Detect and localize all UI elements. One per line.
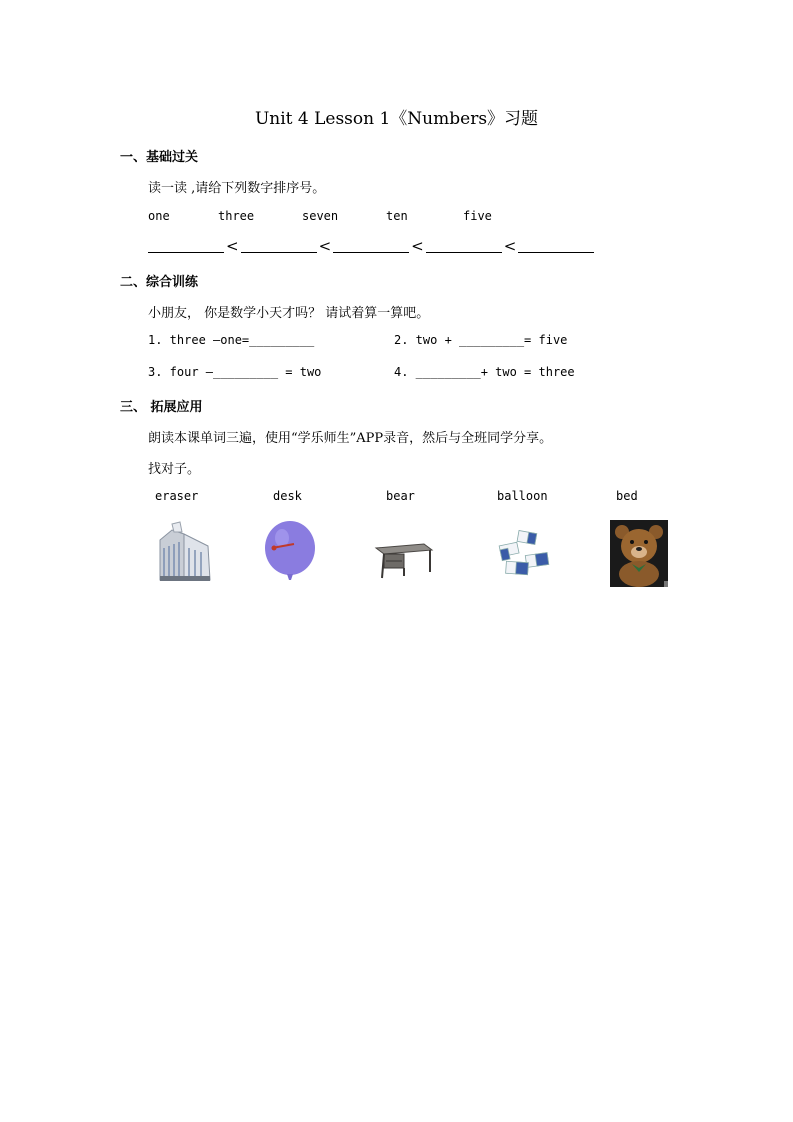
math-question-2: 2. two + _________= five [394,333,568,347]
answer-blank[interactable] [241,238,317,253]
section-3-instruction: 朗读本课单词三遍，使用“学乐师生”APP录音，然后与全班同学分享。 [148,431,553,446]
page-title: Unit 4 Lesson 1《Numbers》习题 [254,109,539,129]
match-word: desk [273,489,302,503]
balloon-picture [260,518,322,586]
number-word: ten [386,209,408,223]
ordering-blanks [148,238,594,253]
match-word: bear [386,489,415,503]
less-than-sign: < [318,237,332,255]
match-word: bed [616,489,638,503]
less-than-sign: < [411,237,424,255]
section-3-heading: 三、 拓展应用 [120,400,203,415]
section-2-heading: 二、综合训练 [120,275,199,290]
bear-picture [610,520,668,587]
section-1-instruction: 读一读 ,请给下列数字排序号。 [148,181,326,196]
number-word: one [148,209,170,223]
math-question-3: 3. four —_________ = two [148,365,322,379]
number-word: five [463,209,492,223]
answer-blank[interactable] [333,238,409,253]
math-question-1: 1. three —one=_________ [148,333,315,347]
less-than-sign: < [226,237,239,255]
desk-picture [372,518,434,586]
number-word: three [218,209,255,223]
matching-instruction: 找对子。 [148,462,201,477]
match-word: balloon [497,489,548,503]
section-1-heading: 一、基础过关 [120,150,199,165]
answer-blank[interactable] [426,238,502,253]
number-word: seven [302,209,339,223]
math-question-4: 4. _________+ two = three [394,365,575,379]
eraser-picture [492,518,554,586]
answer-blank[interactable] [148,238,224,253]
less-than-sign: < [503,237,517,255]
bed-picture [154,518,216,586]
answer-blank[interactable] [518,238,594,253]
section-2-instruction: 小朋友， 你是数学小天才吗？ 请试着算一算吧。 [148,306,430,321]
match-word: eraser [155,489,199,503]
